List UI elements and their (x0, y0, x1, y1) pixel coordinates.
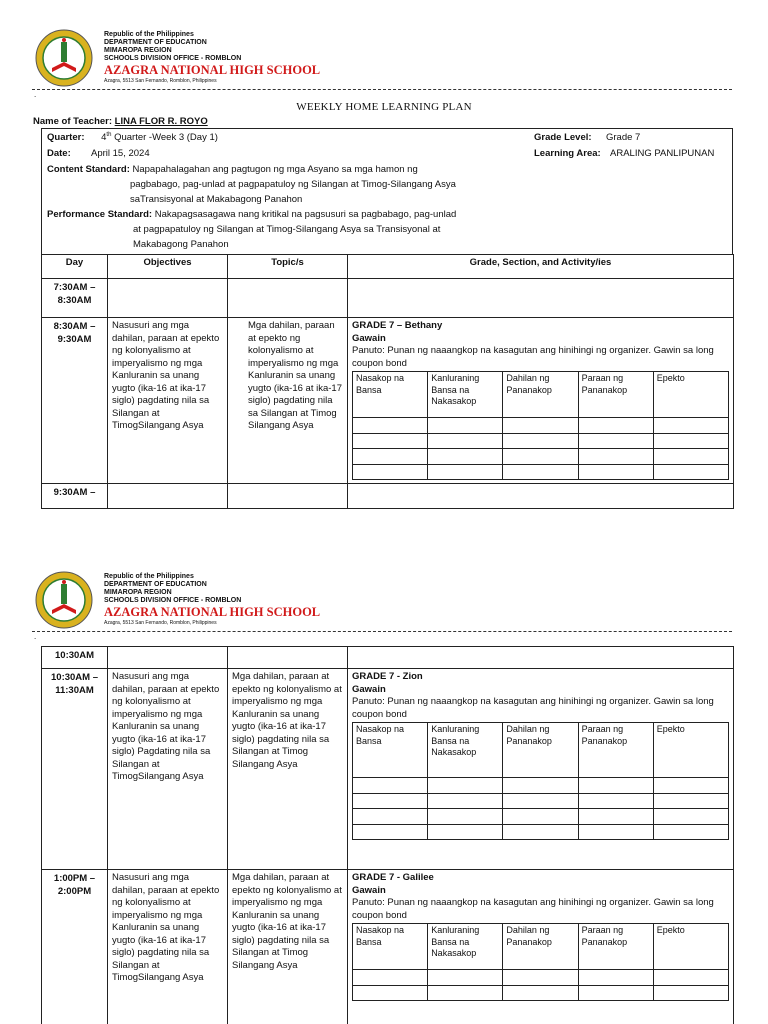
organizer-header: Paraan ng Pananakop (578, 372, 653, 418)
header-divider (32, 89, 732, 90)
time-cell (42, 318, 108, 484)
organizer-cell[interactable] (428, 778, 503, 794)
plan-title: WEEKLY HOME LEARNING PLAN (296, 101, 472, 113)
gawain-label: Gawain (352, 884, 386, 896)
department-line: DEPARTMENT OF EDUCATION (104, 39, 207, 46)
time-start: 10:30AM – (51, 672, 98, 683)
republic-line: Republic of the Philippines (104, 31, 194, 38)
time-cell (42, 870, 108, 1024)
activity-cell (348, 318, 734, 484)
table-row (42, 870, 734, 1024)
topic-cell: Mga dahilan, paraan at epekto ng kolonyalismo at imperyalismo ng mga Kanluranin sa unang yugto (ika-16 at ika-17 siglo) pagdating nila sa Silangan at Timog Silangang Asya (228, 669, 348, 870)
organizer-cell[interactable] (428, 985, 503, 1001)
organizer-header: Epekto (653, 924, 728, 970)
organizer-cell[interactable] (578, 824, 653, 840)
activity-cell (348, 669, 734, 870)
organizer-cell[interactable] (653, 778, 728, 794)
content-standard-line-2: pagbabago, pag-unlad at pagpapatuloy ng Silangan at Timog-Silangang Asya (130, 179, 456, 190)
table-row (42, 484, 734, 509)
department-line: DEPARTMENT OF EDUCATION (104, 581, 207, 588)
organizer-cell[interactable] (578, 433, 653, 449)
organizer-table (352, 923, 729, 1001)
organizer-header: Dahilan ng Pananakop (503, 924, 578, 970)
dot-mark: . (34, 90, 37, 99)
organizer-cell[interactable] (578, 778, 653, 794)
time-start: 1:00PM – (53, 873, 96, 884)
grade-level-row (534, 132, 640, 143)
division-line: SCHOOLS DIVISION OFFICE - ROMBLON (104, 597, 242, 604)
header-text (104, 573, 320, 627)
objective-cell (108, 484, 228, 509)
table-row (42, 669, 734, 870)
organizer-cell[interactable] (653, 809, 728, 825)
table-row (42, 279, 734, 318)
learning-area-label: Learning Area: (534, 148, 601, 159)
organizer-cell[interactable] (503, 418, 578, 434)
organizer-header: Kanluraning Bansa na Nakasakop (428, 723, 503, 778)
organizer-cell[interactable] (353, 433, 428, 449)
performance-standard-line-3: Makabagong Panahon (133, 239, 229, 250)
quarter-text: Quarter -Week 3 (Day 1) (111, 132, 218, 144)
organizer-cell[interactable] (653, 433, 728, 449)
time-cell (42, 669, 108, 870)
organizer-cell[interactable] (503, 778, 578, 794)
organizer-cell[interactable] (653, 970, 728, 986)
topic-cell (228, 279, 348, 318)
organizer-cell[interactable] (578, 449, 653, 465)
plan-info-box (41, 128, 733, 255)
performance-standard-label: Performance Standard: (47, 209, 153, 220)
organizer-cell[interactable] (503, 433, 578, 449)
organizer-cell[interactable] (428, 464, 503, 480)
organizer-cell[interactable] (353, 809, 428, 825)
quarter-row (47, 132, 218, 143)
organizer-cell[interactable] (428, 793, 503, 809)
time-cell (42, 484, 108, 509)
organizer-cell[interactable] (503, 793, 578, 809)
organizer-cell[interactable] (503, 824, 578, 840)
header-text (104, 31, 320, 85)
plan-table-page-1 (41, 254, 734, 509)
plan-table-page-2 (41, 646, 734, 1024)
activity-cell (348, 279, 734, 318)
activity-cell (348, 647, 734, 669)
school-seal-icon (34, 570, 98, 630)
organizer-cell[interactable] (428, 809, 503, 825)
organizer-header: Nasakop na Bansa (353, 372, 428, 418)
gawain-label: Gawain (352, 332, 386, 344)
content-standard-row (47, 164, 418, 175)
organizer-header: Paraan ng Pananakop (578, 924, 653, 970)
learning-area-value: ARALING PANLIPUNAN (610, 148, 715, 159)
school-address: Azagra, 5513 San Fernando, Romblon, Philippines (104, 620, 217, 626)
teacher-name: LINA FLOR R. ROYO (114, 116, 208, 127)
organizer-header: Dahilan ng Pananakop (503, 723, 578, 778)
quarter-label: Quarter: (47, 132, 85, 144)
topic-cell: Mga dahilan, paraan at epekto ng kolonyalismo at imperyalismo ng mga Kanluranin sa unang yugto (ika-16 at ika-17 siglo) pagdating nila sa Silangan at Timog Silangang Asya (228, 318, 348, 484)
activity-cell (348, 870, 734, 1024)
organizer-cell[interactable] (428, 449, 503, 465)
organizer-cell[interactable] (353, 418, 428, 434)
school-name: AZAGRA NATIONAL HIGH SCHOOL (104, 63, 321, 77)
table-header-row (42, 255, 734, 279)
topic-cell (228, 484, 348, 509)
organizer-cell[interactable] (353, 824, 428, 840)
learning-area-row (534, 148, 714, 159)
table-row (42, 318, 734, 484)
organizer-cell[interactable] (578, 809, 653, 825)
organizer-header: Epekto (653, 723, 728, 778)
organizer-cell[interactable] (578, 985, 653, 1001)
organizer-cell[interactable] (653, 793, 728, 809)
time-end: 10:30AM (55, 650, 95, 661)
date-label: Date: (47, 148, 71, 159)
organizer-table (352, 722, 729, 840)
organizer-cell[interactable] (578, 793, 653, 809)
date-value: April 15, 2024 (91, 148, 150, 159)
organizer-header: Paraan ng Pananakop (578, 723, 653, 778)
grade-section: GRADE 7 - Galilee (352, 872, 434, 883)
organizer-header: Nasakop na Bansa (353, 723, 428, 778)
page-header-1 (34, 28, 734, 88)
time-end: 11:30AM (55, 684, 94, 696)
organizer-header: Kanluraning Bansa na Nakasakop (428, 924, 503, 970)
organizer-cell[interactable] (503, 809, 578, 825)
time-end: 2:00PM (57, 885, 92, 897)
grade-level-label: Grade Level: (534, 132, 592, 143)
organizer-cell[interactable] (353, 778, 428, 794)
region-line: MIMAROPA REGION (104, 47, 172, 54)
content-standard-label: Content Standard: (47, 164, 130, 175)
division-line: SCHOOLS DIVISION OFFICE - ROMBLON (104, 55, 242, 62)
organizer-cell[interactable] (353, 449, 428, 465)
table-row (42, 647, 734, 669)
grade-section: GRADE 7 – Bethany (352, 320, 443, 331)
region-line: MIMAROPA REGION (104, 589, 172, 596)
time-cell (42, 279, 108, 318)
objective-cell (108, 279, 228, 318)
header-day: Day (42, 255, 108, 279)
grade-level-value: Grade 7 (606, 132, 641, 143)
organizer-cell[interactable] (428, 824, 503, 840)
time-end: 9:30AM (57, 333, 92, 345)
time-start: 9:30AM – (53, 487, 96, 498)
topic-cell: Mga dahilan, paraan at epekto ng kolonyalismo at imperyalismo ng mga Kanluranin sa unang yugto (ika-16 at ika-17 siglo) pagdating nila sa Silangan at Timog Silangang Asya (228, 870, 348, 1024)
organizer-cell[interactable] (653, 449, 728, 465)
grade-section: GRADE 7 - Zion (352, 671, 423, 682)
dot-mark: . (34, 632, 37, 641)
republic-line: Republic of the Philippines (104, 573, 194, 580)
organizer-cell[interactable] (578, 464, 653, 480)
organizer-cell[interactable] (353, 464, 428, 480)
organizer-cell[interactable] (353, 985, 428, 1001)
organizer-header: Dahilan ng Pananakop (503, 372, 578, 418)
objective-cell: Nasusuri ang mga dahilan, paraan at epekto ng kolonyalismo at imperyalismo ng mga Kanluranin sa unang yugto (ika-16 at ika-17 siglo) Pagdating nila sa Silangan at TimogSilangang Asya (108, 669, 228, 870)
organizer-cell[interactable] (353, 793, 428, 809)
organizer-header: Epekto (653, 372, 728, 418)
objective-cell (108, 647, 228, 669)
gawain-label: Gawain (352, 683, 386, 695)
teacher-label: Name of Teacher: (33, 116, 113, 127)
school-name: AZAGRA NATIONAL HIGH SCHOOL (104, 605, 321, 619)
date-row (47, 148, 150, 159)
header-objectives: Objectives (108, 255, 228, 279)
quarter-number: 4 (101, 132, 107, 144)
time-start: 8:30AM – (53, 321, 96, 332)
organizer-header: Kanluraning Bansa na Nakasakop (428, 372, 503, 418)
school-address: Azagra, 5513 San Fernando, Romblon, Philippines (104, 78, 217, 84)
content-standard-line-3: saTransisyonal at Makabagong Panahon (130, 194, 303, 205)
header-activities: Grade, Section, and Activity/ies (348, 255, 734, 279)
header-topics: Topic/s (228, 255, 348, 279)
organizer-cell[interactable] (353, 970, 428, 986)
quarter-suffix: th (106, 132, 112, 138)
objective-cell: Nasusuri ang mga dahilan, paraan at epekto ng kolonyalismo at imperyalismo ng mga Kanluranin sa unang yugto (ika-16 at ika-17 siglo) pagdating nila sa Silangan at TimogSilangang Asya (108, 870, 228, 1024)
performance-standard-row (47, 209, 456, 220)
panuto-text: Panuto: Punan ng naaangkop na kasagutan ang hinihingi ng organizer. Gawin sa long coupon bond (352, 345, 714, 369)
school-seal-icon (34, 28, 98, 88)
topic-cell (228, 647, 348, 669)
objective-cell: Nasusuri ang mga dahilan, paraan at epekto ng kolonyalismo at imperyalismo ng mga Kanluranin sa unang yugto (ika-16 at ika-17 siglo) pagdating nila sa Silangan at TimogSilangang Asya (108, 318, 228, 484)
panuto-text: Panuto: Punan ng naaangkop na kasagutan ang hinihingi ng organizer. Gawin sa long coupon bond (352, 696, 714, 720)
time-cell (42, 647, 108, 669)
organizer-cell[interactable] (653, 985, 728, 1001)
performance-standard-line-1: Nakapagsasagawa nang kritikal na pagsusuri sa pagbabago, pag-unlad (154, 209, 457, 220)
teacher-line (33, 116, 208, 127)
organizer-cell[interactable] (428, 418, 503, 434)
organizer-cell[interactable] (503, 464, 578, 480)
organizer-cell[interactable] (503, 970, 578, 986)
organizer-header: Nasakop na Bansa (353, 924, 428, 970)
organizer-cell[interactable] (653, 824, 728, 840)
organizer-cell[interactable] (578, 418, 653, 434)
page-header-2 (34, 570, 734, 630)
organizer-cell[interactable] (653, 464, 728, 480)
content-standard-line-1: Napapahalagahan ang pagtugon ng mga Asyano sa mga hamon ng (132, 164, 418, 175)
organizer-cell[interactable] (653, 418, 728, 434)
organizer-cell[interactable] (503, 985, 578, 1001)
activity-cell (348, 484, 734, 509)
time-end: 8:30AM (57, 294, 92, 306)
organizer-table (352, 371, 729, 480)
organizer-cell[interactable] (428, 433, 503, 449)
time-start: 7:30AM – (53, 282, 96, 293)
panuto-text: Panuto: Punan ng naaangkop na kasagutan ang hinihingi ng organizer. Gawin sa long coupon bond (352, 897, 714, 921)
organizer-cell[interactable] (428, 970, 503, 986)
organizer-cell[interactable] (503, 449, 578, 465)
performance-standard-line-2: at pagpapatuloy ng Silangan at Timog-Silangang Asya sa Transisyonal at (133, 224, 441, 235)
header-divider (32, 631, 732, 632)
organizer-cell[interactable] (578, 970, 653, 986)
